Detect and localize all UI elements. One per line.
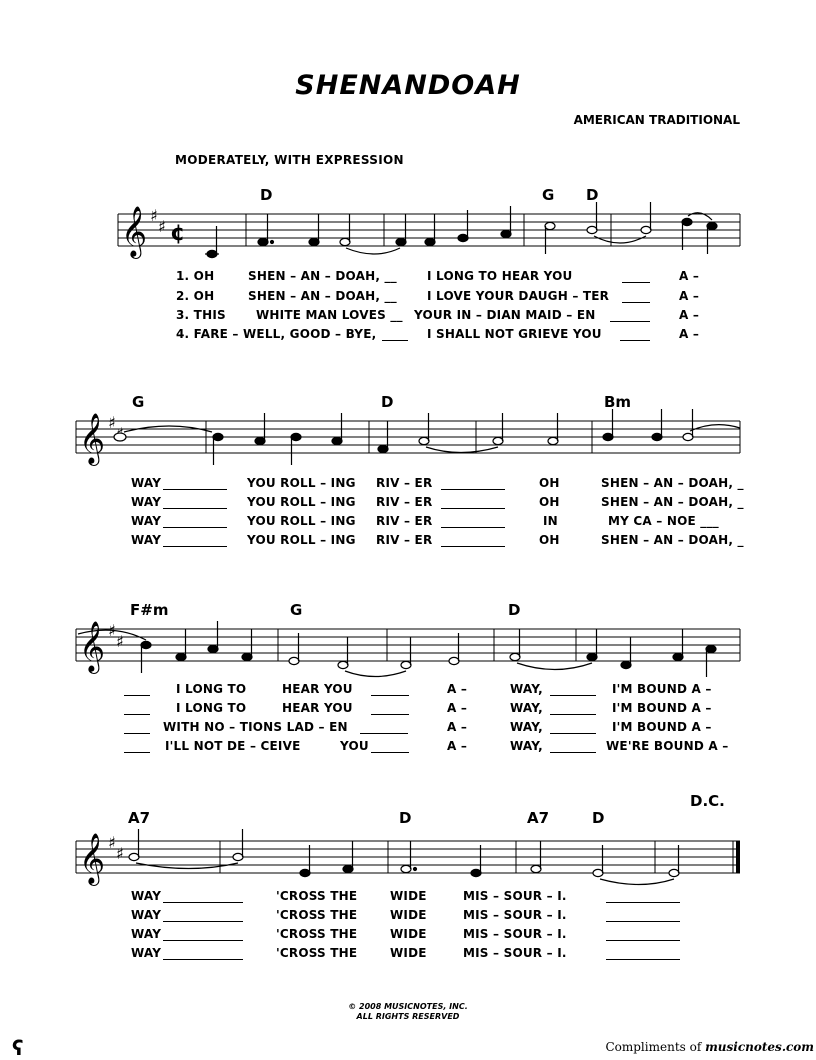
chord-symbol: G	[290, 601, 303, 619]
copyright-line: © 2008 MUSICNOTES, INC.	[348, 1002, 468, 1011]
lyric-syllable: MIS – SOUR – I.	[463, 908, 567, 922]
lyric-syllable: YOUR IN – DIAN MAID – EN	[414, 308, 596, 322]
lyric-syllable: WAY	[131, 908, 162, 922]
lyric-extender	[371, 752, 409, 753]
lyric-syllable: OH	[539, 533, 560, 547]
lyric-syllable: I'M BOUND A –	[612, 682, 712, 696]
lyric-syllable: WITH NO – TIONS LAD – EN	[163, 720, 348, 734]
lyric-syllable: 'CROSS THE	[276, 946, 358, 960]
lyric-extender	[606, 902, 680, 903]
lyric-extender	[606, 940, 680, 941]
lyric-extender	[550, 714, 596, 715]
lyric-syllable: YOU ROLL – ING	[247, 476, 356, 490]
lyric-extender	[163, 489, 227, 490]
lyric-extender	[441, 508, 505, 509]
lyric-extender	[441, 489, 505, 490]
lyric-syllable: WIDE	[390, 908, 427, 922]
lyric-extender	[163, 902, 243, 903]
final-barline	[736, 841, 740, 873]
treble-clef-icon: 𝄞	[79, 413, 106, 464]
sharp-icon: ♯	[150, 206, 158, 225]
chord-symbol: G	[542, 186, 555, 204]
treble-clef-icon: 𝄞	[121, 206, 148, 257]
lyric-syllable: 2. OH	[176, 289, 215, 303]
lyric-syllable: 'CROSS THE	[276, 889, 358, 903]
lyric-extender	[441, 527, 505, 528]
sharp-icon: ♯	[108, 833, 116, 852]
lyric-syllable: I LONG TO HEAR YOU	[427, 269, 573, 283]
lyric-syllable: WAY	[131, 927, 162, 941]
lyric-syllable: YOU	[340, 739, 369, 753]
lyric-extender	[622, 302, 650, 303]
chord-symbol: Bm	[604, 393, 632, 411]
lyric-syllable: OH	[539, 476, 560, 490]
lyric-syllable: WAY	[131, 946, 162, 960]
lyric-syllable: OH	[539, 495, 560, 509]
lyric-extender	[124, 695, 150, 696]
lyric-syllable: IN	[543, 514, 558, 528]
lyric-syllable: RIV – ER	[376, 533, 433, 547]
chord-symbol: A7	[128, 809, 151, 827]
lyric-extender	[441, 546, 505, 547]
lyric-extender	[163, 546, 227, 547]
lyric-syllable: A –	[679, 269, 700, 283]
lyric-syllable: WIDE	[390, 927, 427, 941]
sharp-icon: ♯	[108, 621, 116, 640]
lyric-syllable: WAY	[131, 889, 162, 903]
lyric-extender	[163, 940, 243, 941]
lyric-extender	[163, 527, 227, 528]
lyric-syllable: WIDE	[390, 889, 427, 903]
sharp-icon: ♯	[116, 844, 124, 863]
lyric-syllable: 3. THIS	[176, 308, 226, 322]
lyric-syllable: A –	[447, 682, 468, 696]
lyric-syllable: SHEN – AN – DOAH, _	[601, 495, 744, 509]
lyric-syllable: I'M BOUND A –	[612, 701, 712, 715]
chord-symbol: D	[586, 186, 599, 204]
lyric-syllable: A –	[679, 289, 700, 303]
lyric-extender	[382, 340, 408, 341]
lyric-extender	[124, 752, 150, 753]
lyric-extender	[550, 752, 596, 753]
footer-brand-link[interactable]: musicnotes.com	[705, 1040, 814, 1054]
lyric-syllable: MY CA – NOE ___	[608, 514, 719, 528]
lyric-syllable: A –	[679, 308, 700, 322]
lyric-syllable: SHEN – AN – DOAH, __	[248, 289, 397, 303]
lyric-extender	[163, 508, 227, 509]
copyright-line: ALL RIGHTS RESERVED	[356, 1012, 460, 1021]
lyric-syllable: WAY	[131, 495, 162, 509]
lyric-extender	[163, 959, 243, 960]
lyric-extender	[163, 921, 243, 922]
lyric-extender	[124, 733, 150, 734]
lyric-syllable: A –	[447, 701, 468, 715]
lyric-extender	[622, 282, 650, 283]
lyric-syllable: HEAR YOU	[282, 682, 353, 696]
sharp-icon: ♯	[108, 413, 116, 432]
lyric-syllable: WAY	[131, 514, 162, 528]
lyric-extender	[606, 921, 680, 922]
lyric-syllable: 'CROSS THE	[276, 927, 358, 941]
lyric-syllable: I'LL NOT DE – CEIVE	[165, 739, 301, 753]
lyric-extender	[550, 695, 596, 696]
chord-symbol: A7	[527, 809, 550, 827]
chord-symbol: F#m	[130, 601, 169, 619]
lyric-syllable: YOU ROLL – ING	[247, 495, 356, 509]
chord-symbol: D	[508, 601, 521, 619]
lyric-syllable: A –	[679, 327, 700, 341]
lyric-syllable: WAY	[131, 476, 162, 490]
lyric-syllable: WAY,	[510, 720, 543, 734]
corner-logo-mark: ʕ	[12, 1036, 24, 1060]
lyric-syllable: I SHALL NOT GRIEVE YOU	[427, 327, 602, 341]
lyric-syllable: MIS – SOUR – I.	[463, 946, 567, 960]
chord-symbol: D	[260, 186, 273, 204]
lyric-syllable: RIV – ER	[376, 514, 433, 528]
lyric-syllable: 1. OH	[176, 269, 215, 283]
lyric-syllable: MIS – SOUR – I.	[463, 889, 567, 903]
lyric-syllable: I LONG TO	[176, 682, 247, 696]
cut-time-icon: ¢	[170, 221, 186, 246]
lyric-syllable: 'CROSS THE	[276, 908, 358, 922]
lyric-extender	[124, 714, 150, 715]
lyric-syllable: WE'RE BOUND A –	[606, 739, 729, 753]
lyric-syllable: WAY	[131, 533, 162, 547]
lyric-syllable: WAY,	[510, 682, 543, 696]
copyright-notice	[0, 1002, 816, 1022]
lyric-syllable: WIDE	[390, 946, 427, 960]
lyric-syllable: RIV – ER	[376, 476, 433, 490]
lyric-syllable: A –	[447, 720, 468, 734]
lyric-syllable: RIV – ER	[376, 495, 433, 509]
chord-symbol: G	[132, 393, 145, 411]
lyric-syllable: I LOVE YOUR DAUGH – TER	[427, 289, 610, 303]
lyric-syllable: SHEN – AN – DOAH, __	[248, 269, 397, 283]
lyric-syllable: I LONG TO	[176, 701, 247, 715]
sharp-icon: ♯	[116, 632, 124, 651]
lyric-syllable: WAY,	[510, 739, 543, 753]
lyric-syllable: HEAR YOU	[282, 701, 353, 715]
lyric-extender	[360, 733, 408, 734]
lyric-syllable: I'M BOUND A –	[612, 720, 712, 734]
footer-prefix: Compliments of	[605, 1040, 702, 1054]
lyric-extender	[371, 695, 409, 696]
lyric-syllable: YOU ROLL – ING	[247, 514, 356, 528]
lyric-syllable: 4. FARE – WELL, GOOD – BYE,	[176, 327, 377, 341]
lyric-syllable: SHEN – AN – DOAH, _	[601, 533, 744, 547]
lyric-syllable: WAY,	[510, 701, 543, 715]
treble-clef-icon: 𝄞	[79, 621, 106, 672]
footer-credit	[560, 1040, 814, 1054]
lyric-extender	[606, 959, 680, 960]
lyric-extender	[550, 733, 596, 734]
lyric-extender	[610, 321, 650, 322]
lyric-syllable: MIS – SOUR – I.	[463, 927, 567, 941]
lyric-syllable: YOU ROLL – ING	[247, 533, 356, 547]
chord-symbol: D	[381, 393, 394, 411]
tempo-marking: MODERATELY, WITH EXPRESSION	[175, 153, 404, 167]
lyric-extender	[620, 340, 650, 341]
lyric-syllable: SHEN – AN – DOAH, _	[601, 476, 744, 490]
chord-symbol: D	[592, 809, 605, 827]
page-title: SHENANDOAH	[295, 70, 521, 101]
treble-clef-icon: 𝄞	[79, 833, 106, 884]
lyric-syllable: A –	[447, 739, 468, 753]
sharp-icon: ♯	[158, 217, 166, 236]
lyric-syllable: WHITE MAN LOVES __	[256, 308, 403, 322]
lyric-extender	[371, 714, 409, 715]
chord-symbol: D	[399, 809, 412, 827]
da-capo-marking: D.C.	[690, 792, 725, 810]
composer-credit: AMERICAN TRADITIONAL	[573, 113, 740, 127]
